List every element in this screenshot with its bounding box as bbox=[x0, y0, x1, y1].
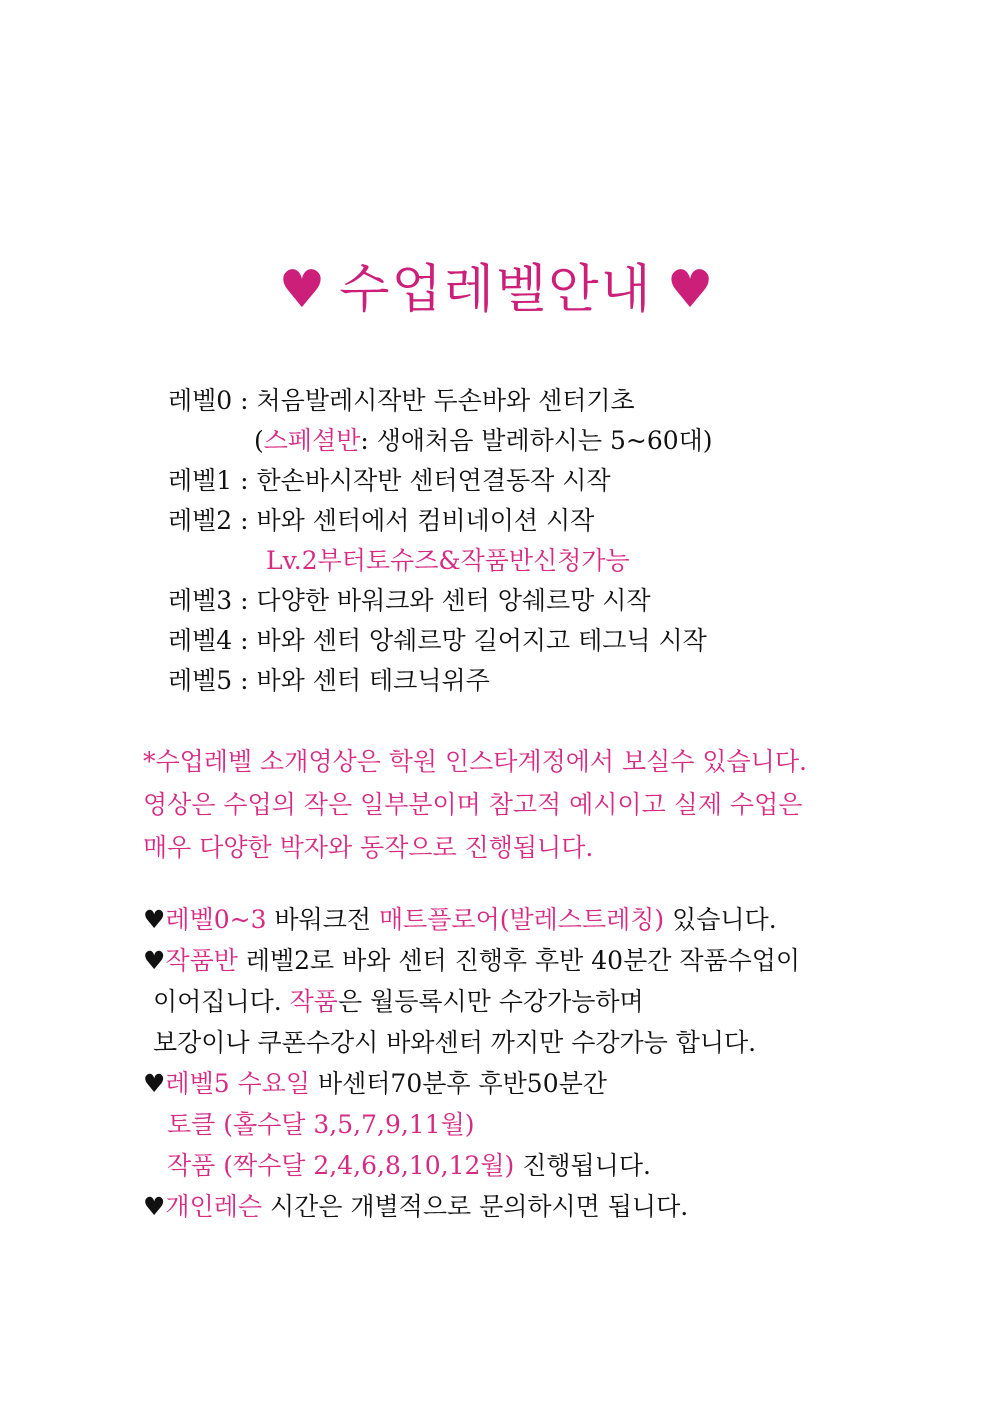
detail-text: 은 월등록시만 수강가능하며 bbox=[337, 987, 644, 1016]
detail-floor-class bbox=[143, 899, 863, 940]
detail-text: 진행됩니다. bbox=[514, 1151, 651, 1180]
special-class-desc: : 생애처음 발레하시는 5~60대) bbox=[360, 426, 713, 455]
video-notice bbox=[143, 740, 863, 869]
heart-icon: ♥ bbox=[143, 1069, 166, 1098]
detail-text: 이어집니다. bbox=[153, 987, 290, 1016]
detail-text: 레벨2로 바와 센터 진행후 후반 40분간 작품수업이 bbox=[237, 946, 801, 975]
detail-makeup-note: 보강이나 쿠폰수강시 바와센터 까지만 수강가능 합니다. bbox=[153, 1028, 757, 1057]
level-2-note: Lv.2부터토슈즈&작품반신청가능 bbox=[266, 546, 630, 575]
detail-private-lesson bbox=[143, 1186, 863, 1227]
heart-icon: ♥ bbox=[143, 1192, 166, 1221]
detail-text: 바워크전 bbox=[266, 905, 379, 934]
detail-repertoire-months: 작품 (짝수달 2,4,6,8,10,12월) bbox=[167, 1151, 515, 1180]
level-4-line: 레벨4 : 바와 센터 앙쉐르망 길어지고 테그닉 시작 bbox=[168, 626, 707, 655]
level-1-line: 레벨1 : 한손바시작반 센터연결동작 시작 bbox=[168, 466, 611, 495]
special-class-line bbox=[168, 421, 713, 461]
heart-icon: ♥ bbox=[143, 905, 166, 934]
special-class-label: 스페셜반 bbox=[263, 426, 361, 455]
notice-line-2: 영상은 수업의 작은 일부분이며 참고적 예시이고 실제 수업은 bbox=[143, 790, 803, 819]
detail-text: 바센터70분후 후반50분간 bbox=[310, 1069, 607, 1098]
heart-icon: ♥ bbox=[666, 260, 714, 320]
detail-private-label: 개인레슨 bbox=[165, 1192, 263, 1221]
detail-repertoire-class bbox=[143, 940, 863, 981]
detail-repertoire-cont bbox=[143, 981, 863, 1022]
heart-icon: ♥ bbox=[143, 946, 166, 975]
detail-pointe-schedule: 토클 (홀수달 3,5,7,9,11월) bbox=[167, 1110, 475, 1139]
class-details bbox=[143, 899, 863, 1227]
detail-text: 있습니다. bbox=[664, 905, 777, 934]
level-3-line: 레벨3 : 다양한 바워크와 센터 앙쉐르망 시작 bbox=[168, 586, 651, 615]
level-list bbox=[168, 381, 713, 701]
detail-floor-label: 매트플로어(발레스트레칭) bbox=[378, 905, 665, 934]
detail-repertoire-schedule bbox=[143, 1145, 863, 1186]
detail-repertoire-label: 작품반 bbox=[165, 946, 238, 975]
page-title bbox=[0, 258, 992, 322]
detail-levels-label: 레벨0~3 bbox=[165, 905, 267, 934]
special-open-paren: ( bbox=[254, 426, 264, 455]
title-text: 수업레벨안내 bbox=[339, 260, 653, 320]
detail-level5-label: 레벨5 수요일 bbox=[165, 1069, 311, 1098]
notice-line-1: *수업레벨 소개영상은 학원 인스타계정에서 보실수 있습니다. bbox=[143, 747, 807, 776]
notice-line-3: 매우 다양한 박자와 동작으로 진행됩니다. bbox=[143, 833, 594, 862]
level-0-line: 레벨0 : 처음발레시작반 두손바와 센터기초 bbox=[168, 386, 635, 415]
level-5-line: 레벨5 : 바와 센터 테크닉위주 bbox=[168, 666, 490, 695]
detail-text: 시간은 개별적으로 문의하시면 됩니다. bbox=[262, 1192, 689, 1221]
detail-level5-wednesday bbox=[143, 1063, 863, 1104]
detail-repertoire-word: 작품 bbox=[289, 987, 338, 1016]
level-2-line: 레벨2 : 바와 센터에서 컴비네이션 시작 bbox=[168, 506, 595, 535]
heart-icon: ♥ bbox=[278, 260, 326, 320]
